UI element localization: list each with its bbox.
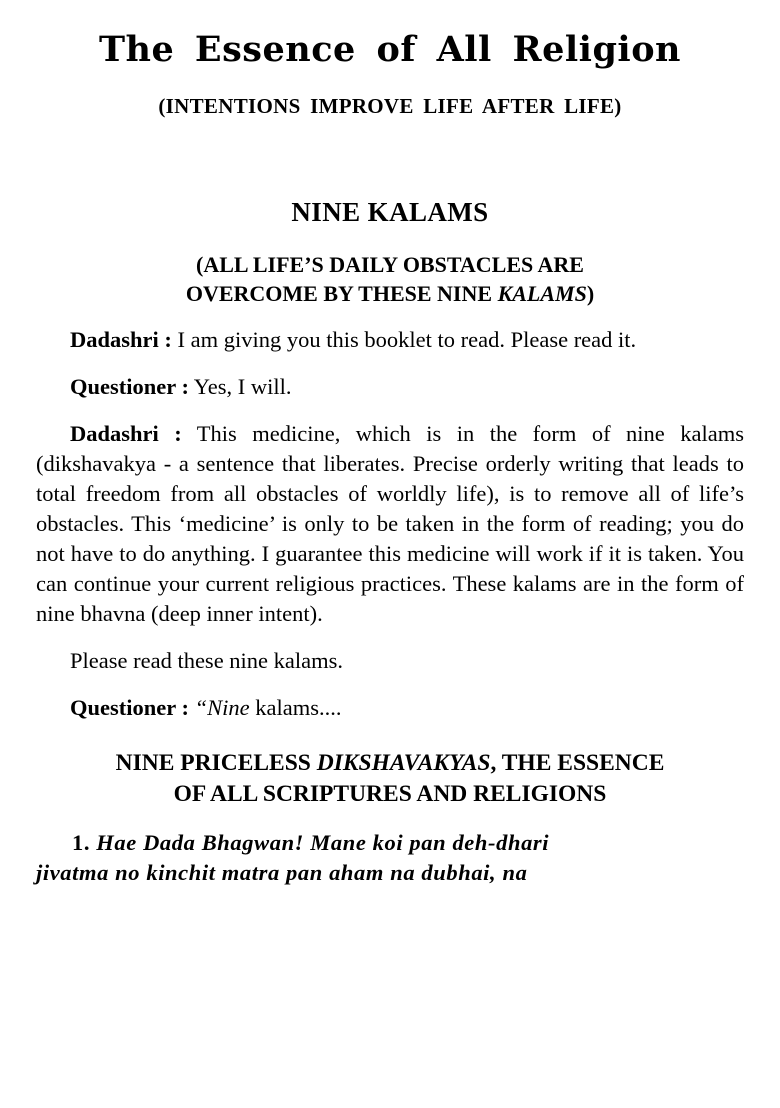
section-subtitle-line-2-post: ) bbox=[586, 281, 595, 307]
speaker-label: Questioner : bbox=[70, 374, 189, 400]
speaker-text: Yes, I will. bbox=[188, 374, 292, 400]
speaker-label: Dadashri : bbox=[70, 421, 182, 447]
section-subtitle-line-2 bbox=[64, 279, 716, 308]
subsection-heading bbox=[36, 748, 744, 809]
section-title: NINE KALAMS bbox=[291, 197, 489, 228]
page-subtitle: (INTENTIONS IMPROVE LIFE AFTER LIFE) bbox=[158, 94, 622, 119]
kalam-number: 1. bbox=[72, 829, 91, 855]
speaker-text: This medicine, which is in the form of nine kalams (dikshavakya - a sentence that liberates. Precise orderly writing that leads to total freedom from all obstacles of worldly life), is to remove all of life’s obstacles. This ‘medicine’ is only to be taken in the form of reading; you do not have to do anything. I guarantee this medicine will work if it is taken. You can continue your current religious practices. These kalams are in the form of nine bhavna (deep inner intent). bbox=[36, 421, 744, 626]
quoted-word: “Nine bbox=[194, 694, 250, 720]
section-subtitle-line-2-pre: OVERCOME BY THESE NINE bbox=[185, 281, 498, 307]
speaker-label: Questioner : bbox=[70, 694, 189, 720]
section-subtitle-line-1: (ALL LIFE’S DAILY OBSTACLES ARE bbox=[196, 252, 584, 278]
dikshavakyas-italic: DIKSHAVAKYAS bbox=[316, 750, 491, 777]
kalam-item-1 bbox=[36, 828, 744, 858]
dialogue-paragraph bbox=[36, 419, 744, 628]
speaker-label: Dadashri : bbox=[70, 327, 172, 353]
subsection-heading-line-2: OF ALL SCRIPTURES AND RELIGIONS bbox=[173, 781, 607, 807]
section-subtitle bbox=[36, 250, 744, 308]
dialogue-paragraph bbox=[36, 325, 744, 355]
speaker-text: kalams.... bbox=[249, 694, 342, 720]
page-title: The Essence of All Religion bbox=[98, 29, 682, 70]
dialogue-paragraph bbox=[36, 372, 744, 402]
section-subtitle-kalams-italic: KALAMS bbox=[497, 281, 587, 307]
kalam-text-line-1: Hae Dada Bhagwan! Mane koi pan deh-dhari bbox=[90, 829, 550, 855]
kalam-item-1-continued bbox=[36, 858, 744, 888]
subsection-heading-pre: NINE PRICELESS bbox=[115, 750, 317, 777]
kalam-text-line-2: jivatma no kinchit matra pan aham na dubhai, na bbox=[36, 859, 528, 885]
subsection-heading-post: , THE ESSENCE bbox=[490, 750, 665, 777]
dialogue-paragraph bbox=[36, 693, 744, 723]
subsection-heading-line-1 bbox=[36, 748, 744, 779]
speaker-text: I am giving you this booklet to read. Please read it. bbox=[171, 327, 637, 353]
instruction-paragraph: Please read these nine kalams. bbox=[70, 647, 344, 673]
